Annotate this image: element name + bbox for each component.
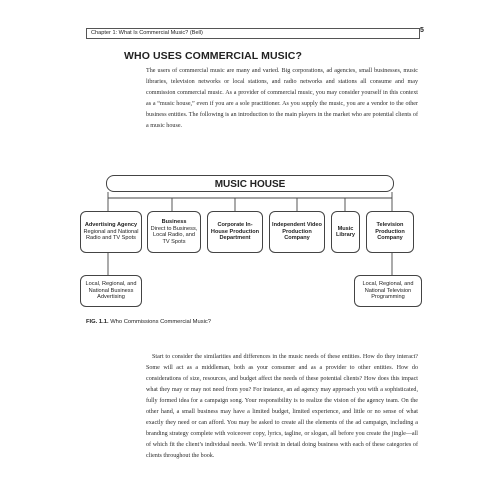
section-title: WHO USES COMMERCIAL MUSIC? bbox=[124, 50, 302, 62]
page-number: 5 bbox=[420, 27, 424, 34]
business-box bbox=[147, 211, 201, 253]
figure-label: FIG. 1.1. bbox=[86, 319, 109, 325]
sub-node-text: Local, Regional, and National Business Advertising bbox=[85, 281, 137, 301]
intro-paragraph: The users of commercial music are many and varied. Big corporations, ad agencies, small businesses, music libraries, television networks or local stations, and radio networks and stations all consume and may commission commercial music. As a provider of commercial music, you may consider yourself in this context as a “music house,” even if you are a sole practitioner. As you supply the music, you are a vendor to the other business entities. The following is an introduction to the main players in the market who are potential clients of a music house. bbox=[146, 68, 418, 129]
node-title: Independent Video Production Company bbox=[272, 222, 322, 242]
node-title: Television Production Company bbox=[375, 222, 405, 242]
figure-caption bbox=[86, 319, 211, 325]
corporate-in-house-box bbox=[207, 211, 263, 253]
body-paragraph: Start to consider the similarities and differences in the music needs of these entities. How do they interact? Some will act as a middleman, both as your consumer and as a provider to other entities. How do considerations of size, resources, and budget affect the needs of these potential clients? How does this impact what they may or may not need from you? For instance, an ad agency may approach you with a sophisticated, fully formed idea for a campaign song. Your responsibility is to realize the vision of the agency team. On the other hand, a small business may have a limited budget, limited experience, and little or no sense of what exactly they need or can afford. You may be asked to create all the elements of the ad campaign, including a branding strategy complete with voiceover copy, lyrics, tagline, or slogan, all before you create the jingle—all of which fit the client’s individual needs. We’ll revisit in detail doing business with each of these categories of clients throughout the book. bbox=[146, 354, 418, 459]
node-title: Advertising Agency bbox=[84, 222, 138, 229]
node-title: Corporate In-House Production Department bbox=[210, 222, 260, 242]
music-house-box: MUSIC HOUSE bbox=[106, 175, 394, 192]
figure-caption-text: Who Commissions Commercial Music? bbox=[110, 319, 212, 325]
independent-video-box bbox=[269, 211, 325, 253]
node-title: Music Library bbox=[336, 225, 355, 238]
television-production-box bbox=[366, 211, 414, 253]
running-head: Chapter 1: What Is Commercial Music? (Bell) bbox=[86, 28, 420, 39]
television-programming-box bbox=[354, 275, 422, 307]
node-detail: Direct to Business, Local Radio, and TV Spots bbox=[150, 225, 198, 245]
business-advertising-box bbox=[80, 275, 142, 307]
sub-node-text: Local, Regional, and National Television Programming bbox=[362, 281, 414, 301]
node-detail: Regional and National Radio and TV Spots bbox=[83, 228, 139, 242]
music-library-box bbox=[331, 211, 360, 253]
node-title: Business bbox=[161, 219, 187, 225]
advertising-agency-box bbox=[80, 211, 142, 253]
